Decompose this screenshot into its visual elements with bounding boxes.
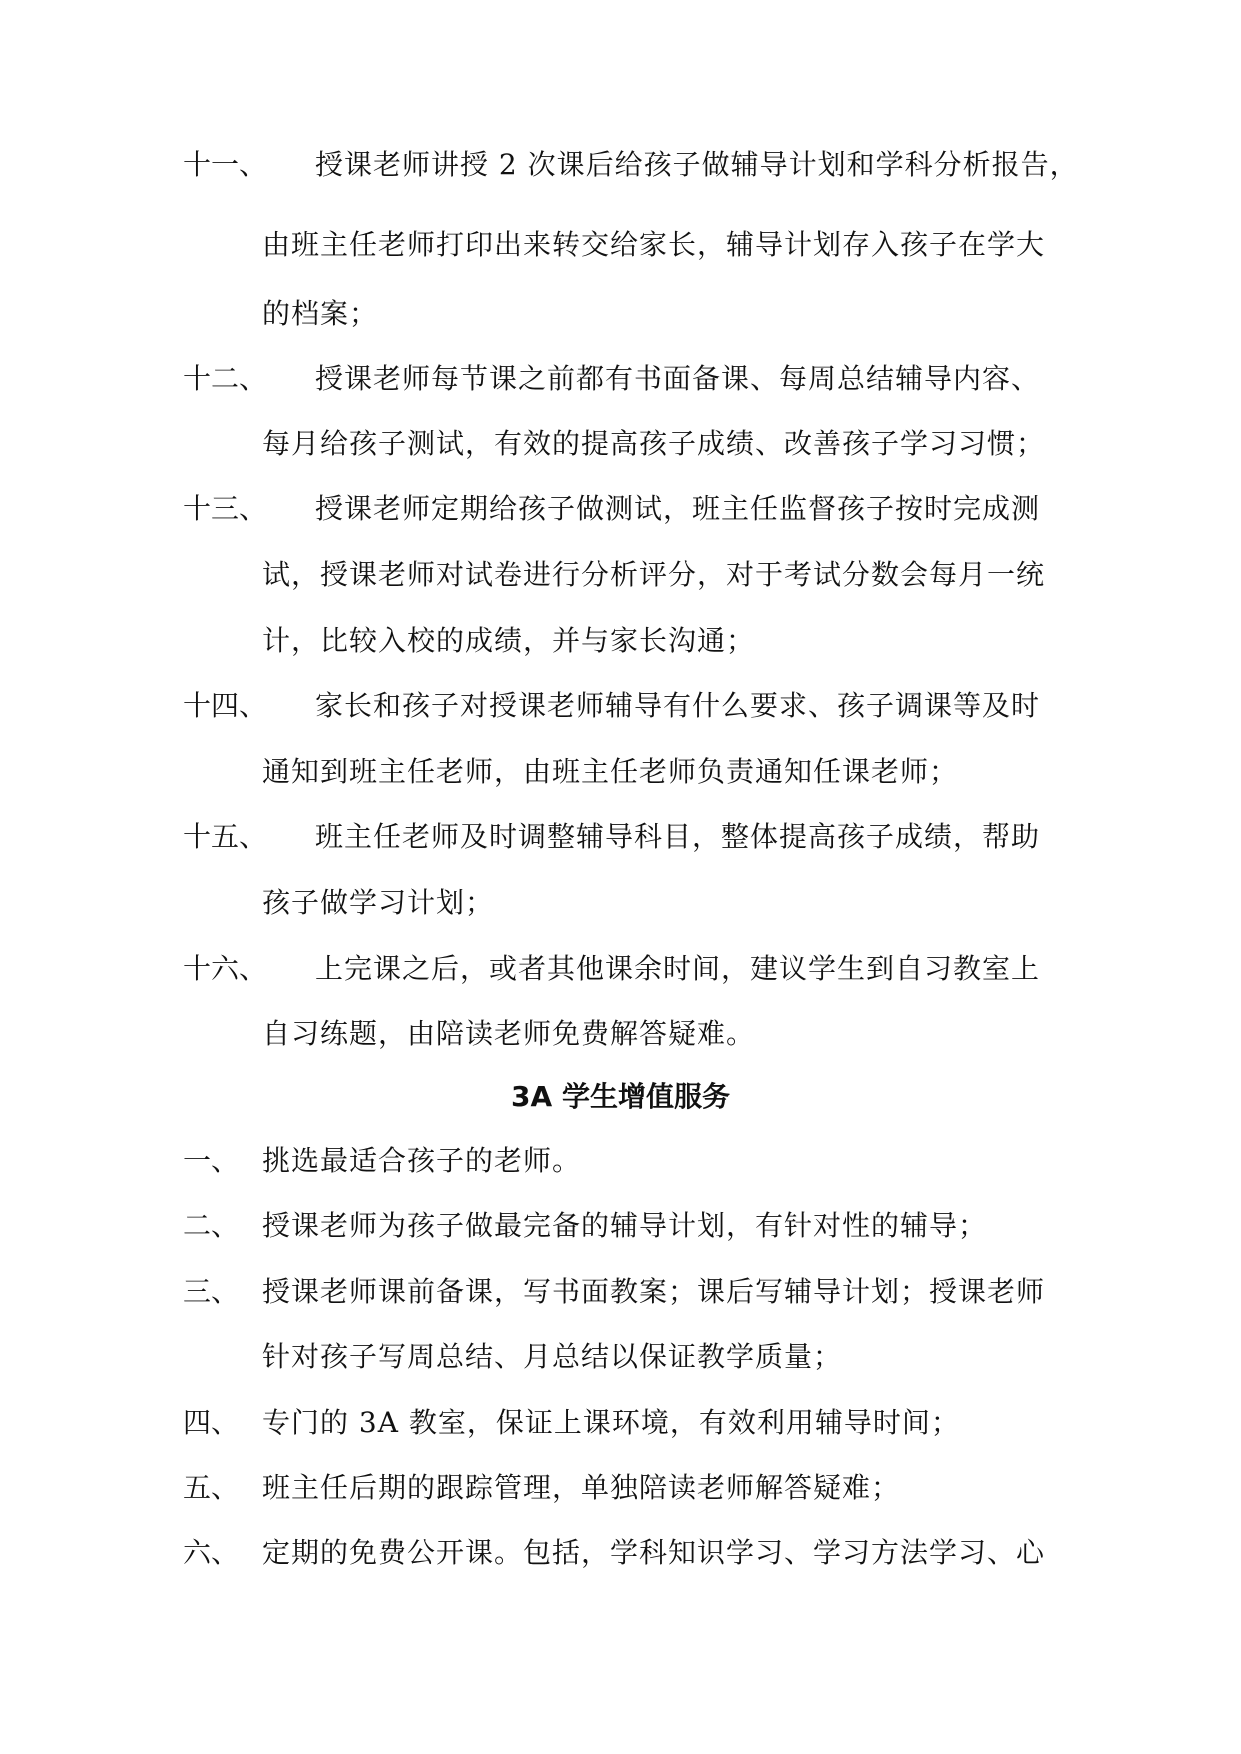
item-number: 十五、 — [183, 820, 268, 853]
item-number: 十二、 — [183, 362, 268, 395]
item-number: 一、 — [183, 1144, 240, 1177]
item-text-line: 授课老师课前备课，写书面教案；课后写辅导计划；授课老师 — [262, 1275, 1046, 1308]
item-text-line: 班主任老师及时调整辅导科目，整体提高孩子成绩，帮助 — [315, 820, 1041, 853]
item-text-line: 挑选最适合孩子的老师。 — [262, 1144, 582, 1177]
item-number: 二、 — [183, 1209, 240, 1242]
item-text-line: 授课老师讲授 2 次课后给孩子做辅导计划和学科分析报告， — [315, 148, 1079, 181]
item-text-line: 专门的 3A 教室，保证上课环境，有效利用辅导时间； — [262, 1406, 960, 1439]
item-text-line: 家长和孩子对授课老师辅导有什么要求、孩子调课等及时 — [315, 689, 1041, 722]
item-number: 十三、 — [183, 492, 268, 525]
section-heading: 3A 学生增值服务 — [511, 1080, 730, 1113]
item-text-line: 计，比较入校的成绩，并与家长沟通； — [262, 624, 756, 657]
item-number: 十六、 — [183, 952, 268, 985]
item-number: 十四、 — [183, 689, 268, 722]
item-number: 五、 — [183, 1471, 240, 1504]
item-text-line: 授课老师为孩子做最完备的辅导计划，有针对性的辅导； — [262, 1209, 988, 1242]
item-text-line: 定期的免费公开课。包括，学科知识学习、学习方法学习、心 — [262, 1536, 1046, 1569]
item-number: 三、 — [183, 1275, 240, 1308]
item-text-line: 自习练题，由陪读老师免费解答疑难。 — [262, 1017, 756, 1050]
item-text-line: 班主任后期的跟踪管理，单独陪读老师解答疑难； — [262, 1471, 901, 1504]
item-text-line: 每月给孩子测试，有效的提高孩子成绩、改善孩子学习习惯； — [262, 427, 1046, 460]
item-text-line: 授课老师每节课之前都有书面备课、每周总结辅导内容、 — [315, 362, 1041, 395]
item-number: 六、 — [183, 1536, 240, 1569]
item-text-line: 通知到班主任老师，由班主任老师负责通知任课老师； — [262, 755, 959, 788]
item-text-line: 由班主任老师打印出来转交给家长，辅导计划存入孩子在学大 — [262, 228, 1046, 261]
item-text-line: 试，授课老师对试卷进行分析评分，对于考试分数会每月一统 — [262, 558, 1046, 591]
item-text-line: 针对孩子写周总结、月总结以保证教学质量； — [262, 1340, 843, 1373]
item-number: 四、 — [183, 1406, 240, 1439]
item-text-line: 的档案； — [262, 297, 379, 330]
item-text-line: 孩子做学习计划； — [262, 886, 495, 919]
item-text-line: 上完课之后，或者其他课余时间，建议学生到自习教室上 — [315, 952, 1041, 985]
item-number: 十一、 — [183, 148, 268, 181]
item-text-line: 授课老师定期给孩子做测试，班主任监督孩子按时完成测 — [315, 492, 1041, 525]
